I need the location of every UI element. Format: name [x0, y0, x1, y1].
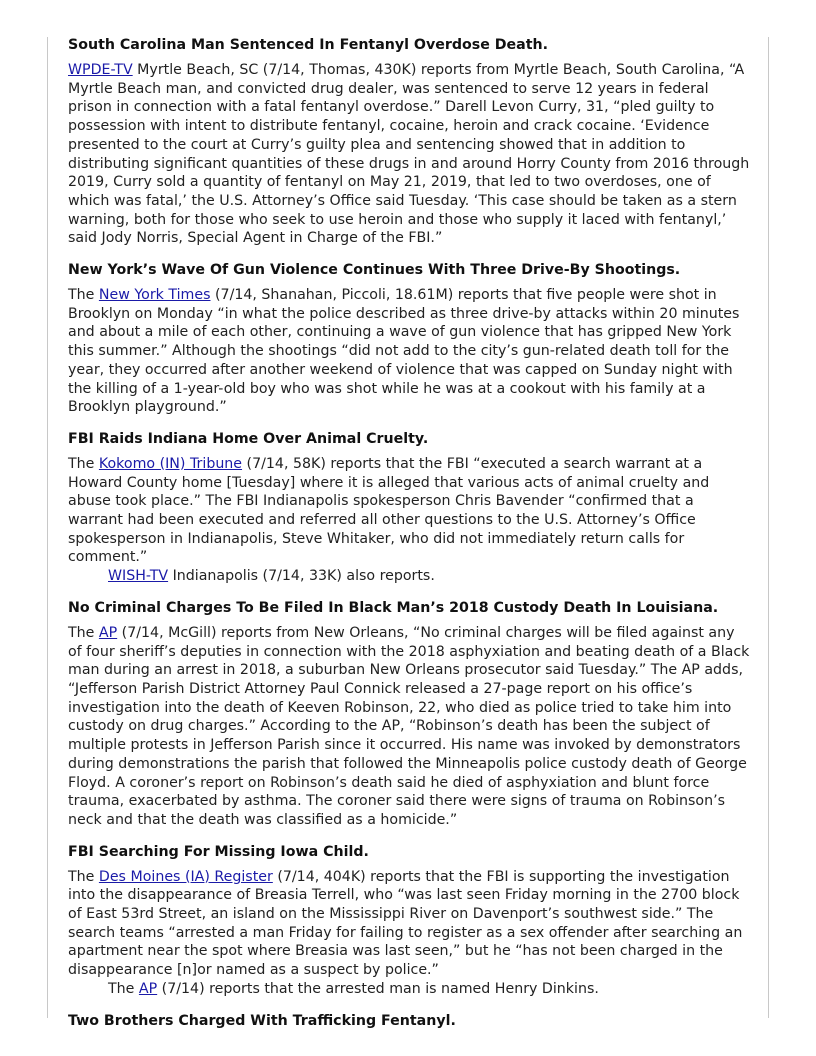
page-border-right — [768, 37, 769, 1018]
paragraph-text: Myrtle Beach, SC (7/14, Thomas, 430K) reports from Myrtle Beach, South Carolina, “A Myrtle Beach man, and convicted drug dealer, was sentenced to serve 12 years in federal prison in connection with a fatal fentanyl overdose.” Darell Levon Curry, 31, “pled guilty to possession with intent to distribute fentanyl, cocaine, heroin and crack cocaine. ‘Evidence presented to the court at Curry’s guilty plea and sentencing showed that in addition to distributing significant quantities of these drugs in and around Horry County from 2016 through 2019, Curry sold a quantity of fentanyl on May 21, 2019, that led to two overdoses, one of which was fatal,’ the U.S. Attorney’s Office said Tuesday. ‘This case should be taken as a stern warning, both for those who seek to use heroin and those who supply it laced with fentanyl,’ said Jody Norris, Special Agent in Charge of the FBI.” — [68, 62, 750, 247]
article-headline: No Criminal Charges To Be Filed In Black Man’s 2018 Custody Death In Louisiana. — [68, 599, 719, 616]
paragraph-text: (7/14, 58K) reports that the FBI “executed a search warrant at a Howard County home [Tuesday] where it is alleged that various acts of animal cruelty and abuse took place.” The FBI Indianapolis spokesperson Chris Bavender “confirmed that a warrant had been executed and referred all other questions to the U.S. Attorney’s Office spokesperson in Indianapolis, Steve Whitaker, who did not immediately return calls for comment.” — [68, 455, 710, 566]
paragraph-prefix: The — [108, 980, 139, 997]
source-link-des-moines-register[interactable]: Des Moines (IA) Register — [98, 868, 273, 885]
article-paragraph-followup — [68, 567, 750, 586]
article-headline: FBI Raids Indiana Home Over Animal Cruelty. — [68, 430, 429, 447]
source-link-ap[interactable]: AP — [138, 980, 158, 997]
source-link-wish-tv[interactable]: WISH-TV — [108, 568, 169, 585]
article-headline: South Carolina Man Sentenced In Fentanyl Overdose Death. — [68, 37, 549, 53]
article-paragraph — [68, 286, 750, 417]
article-brothers-fentanyl — [68, 1012, 750, 1031]
paragraph-text: (7/14, 404K) reports that the FBI is supporting the investigation into the disappearance of Breasia Terrell, who “was last seen Friday morning in the 2700 block of East 53rd Street, an island on the Mississippi River on Davenport’s southwest side.” The search teams “arrested a man Friday for failing to register as a sex offender after searching an apartment near the spot where Breasia was last seen,” but he “has not been charged in the disappearance [n]or named as a suspect by police.” — [68, 868, 743, 979]
article-headline: New York’s Wave Of Gun Violence Continues With Three Drive-By Shootings. — [68, 262, 681, 279]
article-sc-fentanyl — [68, 36, 750, 248]
article-iowa-missing-child — [68, 843, 750, 999]
news-content — [68, 36, 750, 1044]
paragraph-text: (7/14, Shanahan, Piccoli, 18.61M) reports that five people were shot in Brooklyn on Monday “in what the police described as three drive-by attacks within 20 minutes and about a mile of each other, continuing a wave of gun violence that has gripped New York this summer.” Although the shootings “did not add to the city’s gun-related death toll for the year, they occurred after another weekend of violence that was capped on Sunday night with the killing of a 1-year-old boy who was shot while he was at a cookout with his family at a Brooklyn playground.” — [68, 287, 740, 416]
paragraph-prefix: The — [68, 455, 99, 472]
source-link-kokomo-tribune[interactable]: Kokomo (IN) Tribune — [98, 455, 243, 472]
source-link-ap[interactable]: AP — [98, 624, 118, 641]
article-headline: Two Brothers Charged With Trafficking Fentanyl. — [68, 1012, 456, 1029]
paragraph-prefix: The — [68, 868, 99, 885]
article-paragraph — [68, 455, 750, 567]
article-headline: FBI Searching For Missing Iowa Child. — [68, 843, 369, 860]
paragraph-text: (7/14, McGill) reports from New Orleans, “No criminal charges will be filed against any of four sheriff’s deputies in connection with the 2018 asphyxiation and beating death of a Black man during an arrest in 2018, a suburban New Orleans prosecutor said Tuesday.” The AP adds, “Jefferson Parish District Attorney Paul Connick released a 27-page report on his office’s investigation into the death of Keeven Robinson, 22, who died as police tried to take him into custody on drug charges.” According to the AP, “Robinson’s death has been the subject of multiple protests in Jefferson Parish since it occurred. His name was invoked by demonstrators during demonstrations the parish that followed the Minneapolis police custody death of George Floyd. A coroner’s report on Robinson’s death said he died of asphyxiation and blunt force trauma, exacerbated by asthma. The coroner said there were signs of trauma on Robinson’s neck and that the death was classified as a homicide.” — [68, 624, 750, 828]
article-louisiana-custody-death — [68, 599, 750, 830]
paragraph-text: Indianapolis (7/14, 33K) also reports. — [168, 568, 435, 585]
article-paragraph — [68, 868, 750, 980]
paragraph-text: (7/14) reports that the arrested man is named Henry Dinkins. — [157, 980, 599, 997]
page-border-left — [47, 37, 48, 1018]
article-paragraph — [68, 624, 750, 830]
paragraph-prefix: The — [68, 287, 99, 304]
article-paragraph — [68, 61, 750, 248]
article-indiana-animal-cruelty — [68, 430, 750, 586]
article-paragraph-followup — [68, 980, 750, 999]
paragraph-prefix: The — [68, 624, 99, 641]
article-ny-gun-violence — [68, 261, 750, 417]
source-link-wpde-tv[interactable]: WPDE-TV — [68, 62, 133, 78]
source-link-new-york-times[interactable]: New York Times — [98, 287, 211, 304]
